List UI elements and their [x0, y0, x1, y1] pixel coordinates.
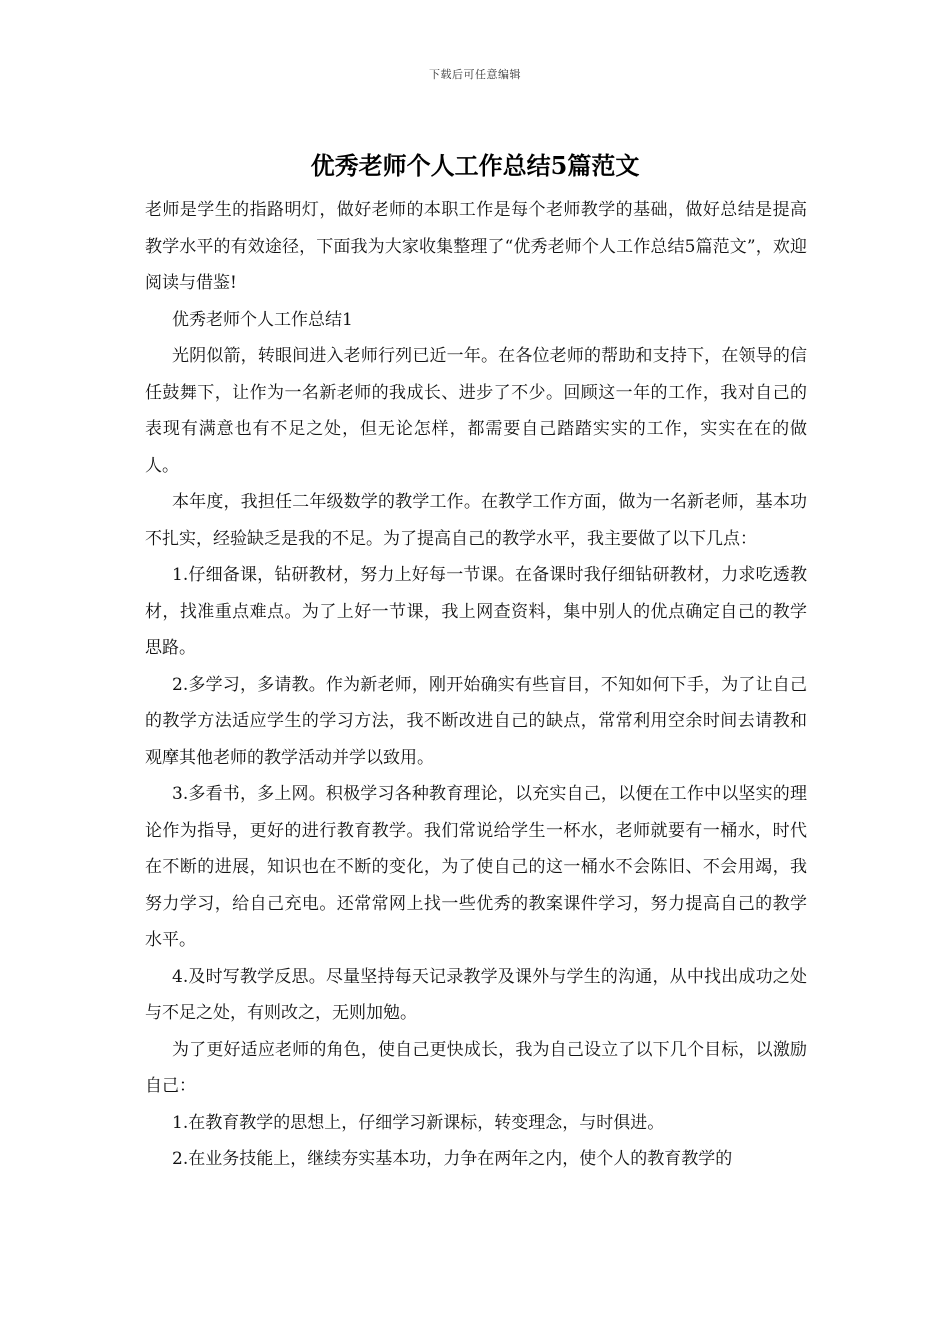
- intro-paragraph: 老师是学生的指路明灯，做好老师的本职工作是每个老师教学的基础，做好总结是提高教学水平的有效途径，下面我为大家收集整理了“优秀老师个人工作总结5篇范文”，欢迎阅读与借鉴!: [145, 200, 807, 293]
- body-paragraph: 为了更好适应老师的角色，使自己更快成长，我为自己设立了以下几个目标，以激励自己：: [145, 1039, 807, 1096]
- list-item: 1.在教育教学的思想上，仔细学习新课标，转变理念，与时俱进。: [172, 1112, 665, 1133]
- list-item: 2.多学习，多请教。作为新老师，刚开始确实有些盲目，不知如何下手，为了让自己的教学方法适应学生的学习方法，我不断改进自己的缺点，常常利用空余时间去请教和观摩其他老师的教学活动并学以致用。: [145, 674, 807, 768]
- list-item: 1.仔细备课，钻研教材，努力上好每一节课。在备课时我仔细钻研教材，力求吃透教材，找准重点难点。为了上好一节课，我上网查资料，集中别人的优点确定自己的教学思路。: [145, 565, 807, 658]
- list-item: 4.及时写教学反思。尽量坚持每天记录教学及课外与学生的沟通，从中找出成功之处与不足之处，有则改之，无则加勉。: [145, 966, 807, 1023]
- list-item: 2.在业务技能上，继续夯实基本功，力争在两年之内，使个人的教育教学的: [172, 1149, 733, 1169]
- section-heading: 优秀老师个人工作总结1: [172, 309, 353, 330]
- header-note: 下载后可任意编辑: [429, 68, 521, 81]
- list-item: 3.多看书，多上网。积极学习各种教育理论，以充实自己，以便在工作中以坚实的理论作为指导，更好的进行教育教学。我们常说给学生一杯水，老师就要有一桶水，时代在不断的进展，知识也在不断的变化，为了使自己的这一桶水不会陈旧、不会用竭，我努力学习，给自己充电。还常常网上找一些优秀的教案课件学习，努力提高自己的教学水平。: [145, 784, 807, 950]
- body-paragraph: 光阴似箭，转眼间进入老师行列已近一年。在各位老师的帮助和支持下，在领导的信任鼓舞下，让作为一名新老师的我成长、进步了不少。回顾这一年的工作，我对自己的表现有满意也有不足之处，但无论怎样，都需要自己踏踏实实的工作，实实在在的做人。: [145, 346, 807, 476]
- document-title: 优秀老师个人工作总结5篇范文: [310, 151, 640, 180]
- body-paragraph: 本年度，我担任二年级数学的教学工作。在教学工作方面，做为一名新老师，基本功不扎实，经验缺乏是我的不足。为了提高自己的教学水平，我主要做了以下几点：: [145, 492, 807, 549]
- document-body: [145, 192, 807, 1178]
